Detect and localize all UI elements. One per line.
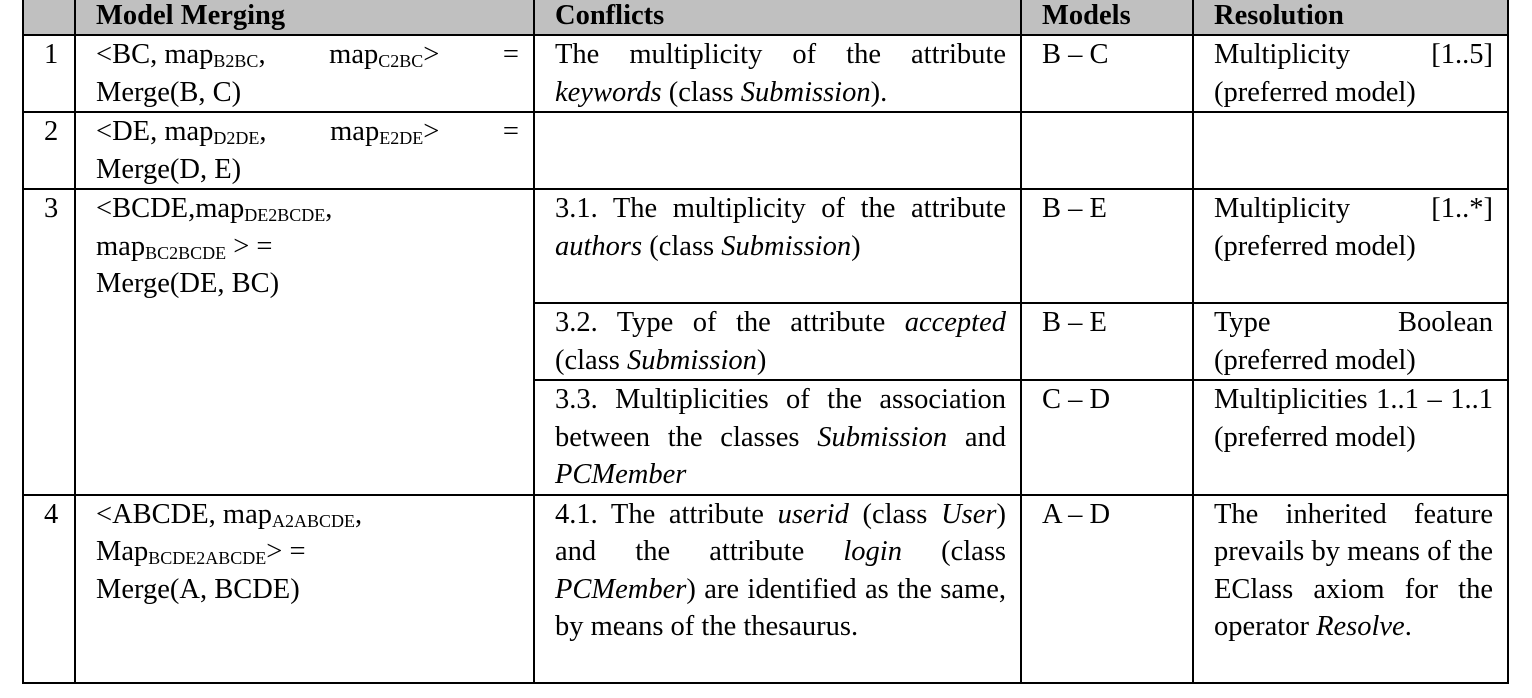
resolution-text: The inherited feature prevails by means of the EClass axiom for the operator Resolve.: [1193, 495, 1508, 683]
conflict-text: 4.1. The attribute userid (class User) and the attribute login (class PCMember) are identified as the same, by means of the thesaurus.: [534, 495, 1021, 683]
resolution-text: Multiplicities 1..1 – 1..1 (preferred model): [1193, 380, 1508, 495]
conflict-text: The multiplicity of the attribute keywords (class Submission).: [534, 35, 1021, 112]
models-pair: [1021, 112, 1193, 189]
header-resolution: Resolution: [1193, 0, 1508, 35]
row-number: 3: [23, 189, 75, 495]
table-row: [23, 189, 1508, 303]
resolution-text: Multiplicity [1..5] (preferred model): [1193, 35, 1508, 112]
conflict-text: [534, 112, 1021, 189]
row-number: 4: [23, 495, 75, 683]
row-number: 2: [23, 112, 75, 189]
merge-expression: <BCDE,map$_{DE2BCDE}$, map$_{BC2BCDE}$ > = Merge(DE, BC): [75, 189, 534, 495]
table-row: [23, 495, 1508, 683]
resolution-text: Type Boolean (preferred model): [1193, 303, 1508, 380]
header-conflicts: Conflicts: [534, 0, 1021, 35]
table-row: [23, 112, 1508, 189]
header-row: [23, 0, 1508, 35]
header-model-merging: Model Merging: [75, 0, 534, 35]
resolution-text: [1193, 112, 1508, 189]
model-merging-table: [22, 0, 1509, 684]
header-index: [23, 0, 75, 35]
conflict-text: 3.3. Multiplicities of the association between the classes Submission and PCMember: [534, 380, 1021, 495]
merge-expression: <ABCDE, map$_{A2ABCDE}$, Map$_{BCDE2ABCDE}$> = Merge(A, BCDE): [75, 495, 534, 683]
models-pair: B – E: [1021, 189, 1193, 303]
merge-expression: <BC, map$_{B2BC}$, map$_{C2BC}$> = Merge(B, C): [75, 35, 534, 112]
models-pair: B – E: [1021, 303, 1193, 380]
models-pair: C – D: [1021, 380, 1193, 495]
table-row: [23, 35, 1508, 112]
merge-expression: <DE, map$_{D2DE}$, map$_{E2DE}$> = Merge(D, E): [75, 112, 534, 189]
models-pair: B – C: [1021, 35, 1193, 112]
models-pair: A – D: [1021, 495, 1193, 683]
header-models: Models: [1021, 0, 1193, 35]
conflict-text: 3.2. Type of the attribute accepted (class Submission): [534, 303, 1021, 380]
conflict-text: 3.1. The multiplicity of the attribute authors (class Submission): [534, 189, 1021, 303]
resolution-text: Multiplicity [1..*] (preferred model): [1193, 189, 1508, 303]
row-number: 1: [23, 35, 75, 112]
